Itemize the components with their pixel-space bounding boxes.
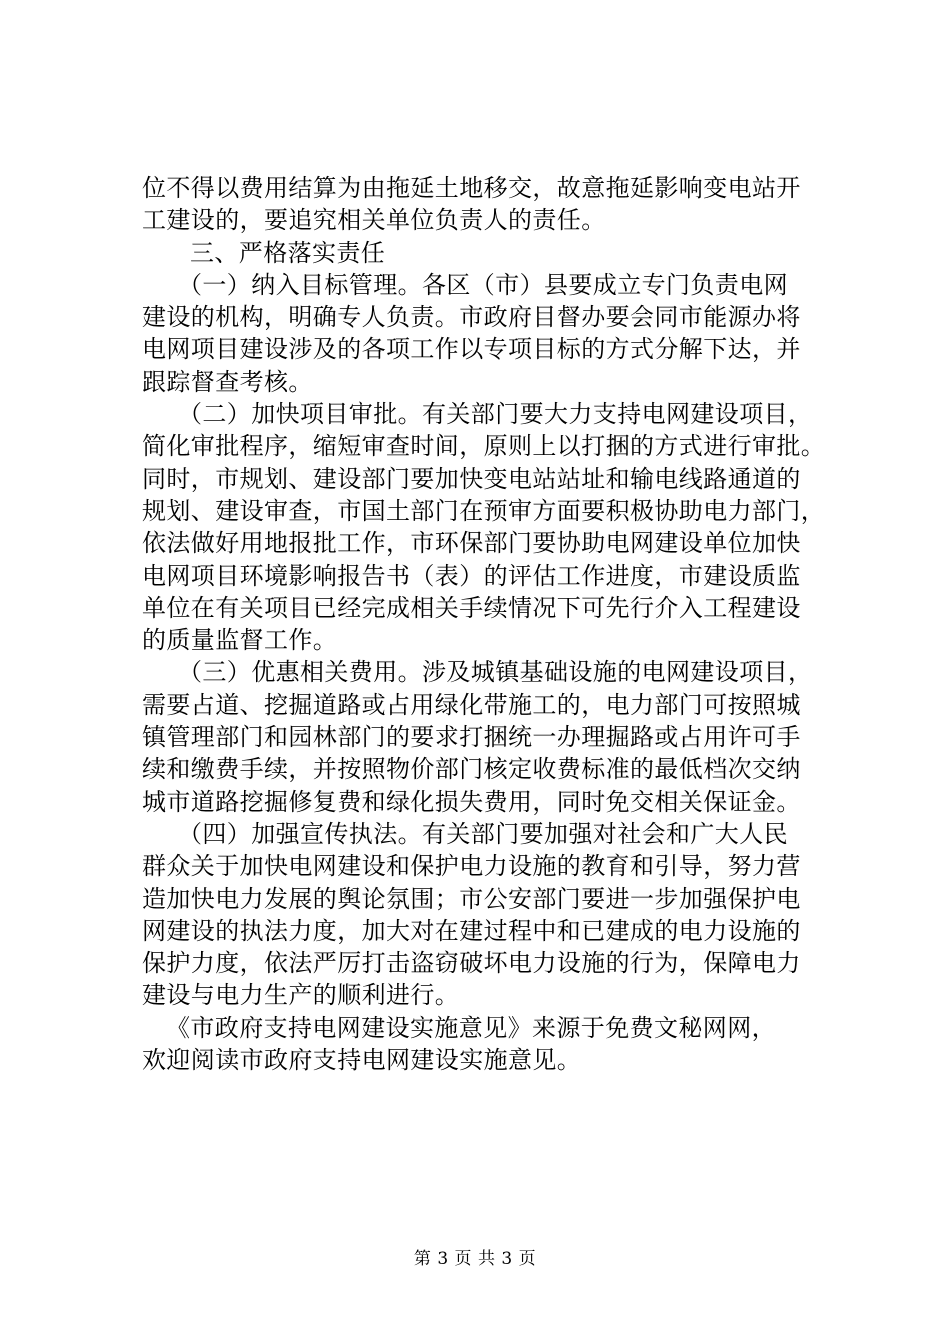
paragraph-project-approval [142, 398, 832, 656]
text-line: 保护力度，依法严厉打击盗窃破坏电力设施的行为，保障电力 [142, 949, 801, 978]
paragraph-target-management [142, 269, 832, 398]
text-line: 位不得以费用结算为由拖延土地移交，故意拖延影响变电站开 [142, 174, 801, 202]
text-line: （四）加强宣传执法。有关部门要加强对社会和广大人民 [178, 819, 788, 848]
text-line: 城市道路挖掘修复费和绿化损失费用，同时免交相关保证金。 [142, 787, 801, 816]
text-line: （三）优惠相关费用。涉及城镇基础设施的电网建设项目， [178, 658, 813, 687]
text-line: 简化审批程序，缩短审查时间，原则上以打捆的方式进行审批。 [142, 432, 826, 461]
text-line: 规划、建设审查，市国土部门在预审方面要积极协助电力部门， [142, 496, 826, 525]
text-line: 续和缴费手续，并按照物价部门核定收费标准的最低档次交纳 [142, 755, 801, 784]
text-line: 工建设的，要追究相关单位负责人的责任。 [142, 206, 606, 235]
paragraph-source-note [142, 1012, 832, 1077]
text-line: 造加快电力发展的舆论氛围；市公安部门要进一步加强保护电 [142, 884, 801, 913]
text-line: 的质量监督工作。 [142, 626, 338, 655]
section-heading [142, 237, 832, 269]
text-line: 网建设的执法力度，加大对在建过程中和已建成的电力设施的 [142, 916, 801, 945]
text-line: 群众关于加快电网建设和保护电力设施的教育和引导，努力营 [142, 852, 801, 881]
text-line: 需要占道、挖掘道路或占用绿化带施工的，电力部门可按照城 [142, 690, 801, 719]
text-line: 依法做好用地报批工作，市环保部门要协助电网建设单位加快 [142, 529, 801, 558]
text-line: 三、严格落实责任 [190, 238, 386, 267]
page-footer [0, 1244, 950, 1269]
paragraph-0 [142, 172, 832, 237]
text-line: 同时，市规划、建设部门要加快变电站站址和输电线路通道的 [142, 464, 801, 493]
text-line: （二）加快项目审批。有关部门要大力支持电网建设项目， [178, 400, 813, 429]
text-line: 建设与电力生产的顺利进行。 [142, 981, 460, 1010]
text-line: 欢迎阅读市政府支持电网建设实施意见。 [142, 1046, 582, 1075]
paragraph-publicity-enforcement [142, 818, 832, 1012]
text-line: 电网项目建设涉及的各项工作以专项目标的方式分解下达，并 [142, 335, 801, 364]
text-line: 跟踪督查考核。 [142, 367, 313, 396]
text-line: 《市政府支持电网建设实施意见》来源于免费文秘网网， [166, 1013, 776, 1042]
page-number-label: 第 3 页 共 3 页 [413, 1249, 537, 1269]
paragraph-fee-discount [142, 656, 832, 817]
text-line: 电网项目环境影响报告书（表）的评估工作进度，市建设质监 [142, 561, 801, 590]
text-line: 建设的机构，明确专人负责。市政府目督办要会同市能源办将 [142, 303, 801, 332]
text-line: （一）纳入目标管理。各区（市）县要成立专门负责电网 [178, 270, 788, 299]
text-line: 单位在有关项目已经完成相关手续情况下可先行介入工程建设 [142, 593, 801, 622]
document-body [142, 172, 832, 1076]
text-line: 镇管理部门和园林部门的要求打捆统一办理掘路或占用许可手 [142, 723, 801, 752]
